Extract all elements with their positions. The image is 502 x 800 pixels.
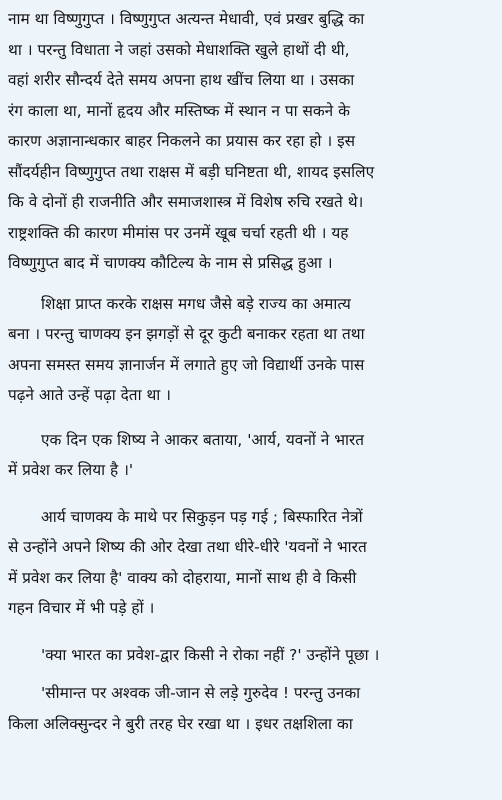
text-line: आर्य चाणक्य के माथे पर सिकुड़न पड़ गई ; बिस्फारित नेत्रों — [41, 507, 363, 526]
text-line: कि वे दोनों ही राजनीति और समाजशास्त्र में विशेष रुचि रखते थे। — [8, 193, 364, 211]
paragraph-4 — [8, 502, 495, 624]
text-line: विष्णुगुप्त बाद में चाणक्य कौटिल्य के नाम से प्रसिद्ध हुआ । — [8, 254, 333, 272]
text-line: किला अलिक्सुन्दर ने बुरी तरह घेर रखा था । इधर तक्षशिला का — [8, 714, 353, 733]
text-line: पढ़ने आते उन्हें पढ़ा देता था । — [8, 386, 171, 404]
text-line: 'सीमान्त पर अश्वक जी-जान से लड़े गुरुदेव ! परन्तु उनका — [41, 684, 361, 702]
text-line: रंग काला था, मानों हृदय और मस्तिष्क में स्थान न पा सकने के — [8, 101, 350, 120]
text-line: बना । परन्तु चाणक्य इन झगड़ों से दूर कुटी बनाकर रहता था तथा — [8, 325, 365, 343]
text-line: कारण अज्ञानान्धकार बाहर निकलने का प्रयास कर रहा हो । इस — [8, 132, 356, 150]
text-line: में प्रवेश कर लिया है ।' — [8, 461, 134, 479]
text-line: में प्रवेश कर लिया है' वाक्य को दोहराया, मानों साथ ही वे किसी — [8, 568, 357, 587]
text-line: से उन्होंने अपने शिष्य की ओर देखा तथा धीरे-धीरे 'यवनों ने भारत — [8, 538, 367, 556]
text-line: गहन विचार में भी पड़े हों । — [8, 599, 155, 617]
paragraph-3 — [8, 425, 495, 486]
text-line: नाम था विष्णुगुप्त । विष्णुगुप्त अत्यन्त मेधावी, एवं प्रखर बुद्धि का — [8, 10, 365, 28]
text-line: राष्ट्रशक्ति की कारण मीमांस पर उनमें खूब चर्चा रहती थी । यह — [8, 223, 349, 242]
text-line: अपना समस्त समय ज्ञानार्जन में लगाते हुए जो विद्यार्थी उनके पास — [8, 355, 365, 374]
text-line: शिक्षा प्राप्त करके राक्षस मगध जैसे बड़े राज्य का अमात्य — [41, 294, 351, 313]
text-line: सौंदर्यहीन विष्णुगुप्त तथा राक्षस में बड़ी घनिष्टता थी, शायद इसलिए — [8, 162, 375, 181]
paragraph-6 — [8, 678, 495, 739]
text-line: वहां शरीर सौन्दर्य देते समय अपना हाथ खींच लिया था । उसका — [8, 71, 355, 89]
paragraph-1 — [8, 4, 495, 279]
paragraph-2 — [8, 289, 495, 411]
text-line: एक दिन एक शिष्य ने आकर बताया, 'आर्य, यवनों ने भारत — [41, 430, 365, 449]
text-line: था । परन्तु विधाता ने जहां उसको मेधाशक्ति खुले हाथों दी थी, — [8, 40, 350, 59]
text-line: 'क्या भारत का प्रवेश-द्वार किसी ने रोका नहीं ?' उन्होंने पूछा । — [41, 645, 380, 664]
paragraph-5 — [8, 640, 495, 671]
